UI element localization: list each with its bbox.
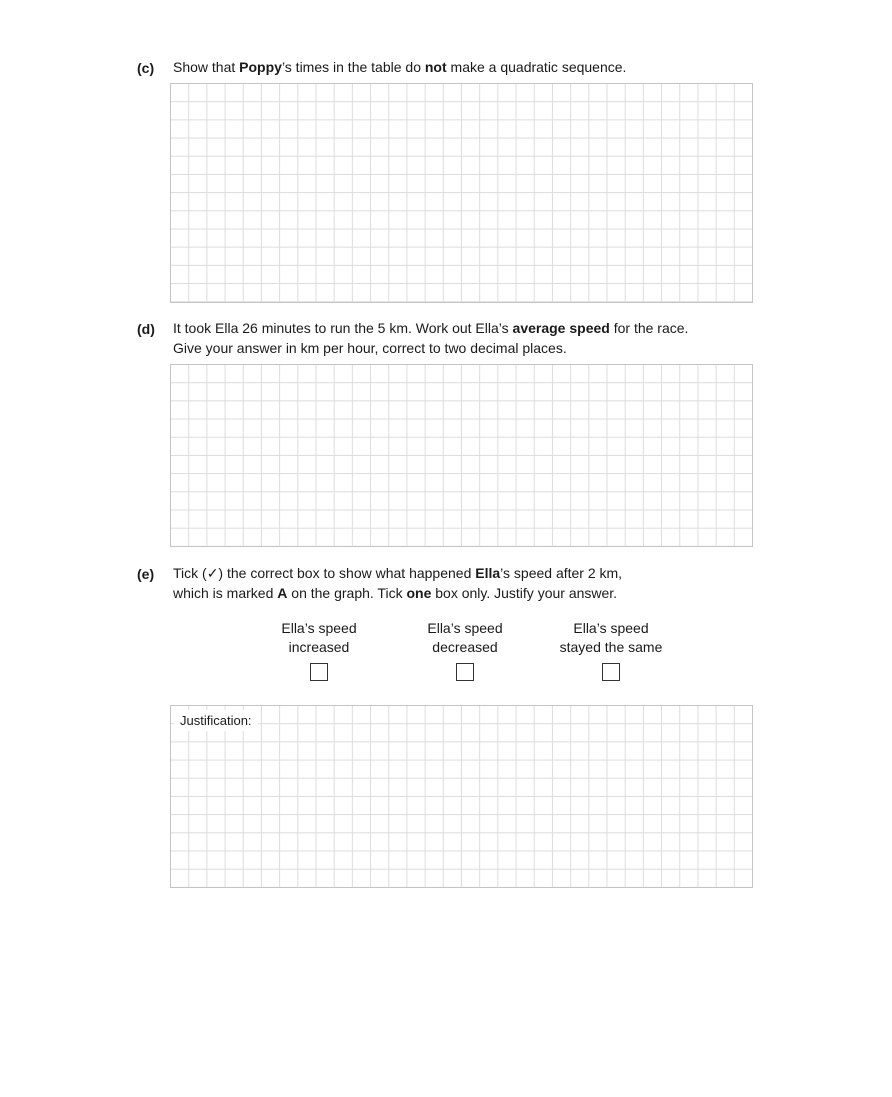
text-run: ’s times in the table do (281, 59, 425, 75)
option-increased-line1: Ella’s speed (281, 620, 357, 636)
option-same-line1: Ella’s speed (573, 620, 649, 636)
text-run: Give your answer in km per hour, correct to two decimal places. (173, 340, 567, 356)
tick-box-decreased[interactable] (456, 663, 474, 681)
text-run: box only. Justify your answer. (431, 585, 618, 601)
option-same-label (536, 619, 686, 657)
part-d-question-line2 (173, 338, 567, 358)
option-same-line2: stayed the same (559, 639, 663, 655)
text-run: ’s speed after 2 km, (500, 565, 623, 581)
justification-label: Justification: (174, 710, 258, 731)
option-decreased-line2: decreased (432, 639, 498, 655)
part-e-question-line1 (173, 563, 622, 583)
option-decreased-line1: Ella’s speed (427, 620, 503, 636)
option-decreased-label (390, 619, 540, 657)
text-run: make a quadratic sequence. (446, 59, 627, 75)
option-increased-label (244, 619, 394, 657)
part-e-question-line2 (173, 583, 617, 603)
option-increased-line2: increased (288, 639, 350, 655)
text-run: not (424, 59, 447, 75)
part-e-label: (e) (137, 566, 155, 582)
text-run: Ella (475, 565, 501, 581)
part-d-label: (d) (137, 321, 155, 337)
text-run: average speed (512, 320, 610, 336)
text-run: Tick (✓) the correct box to show what happened (173, 565, 476, 581)
text-run: Poppy (239, 59, 282, 75)
part-c-label: (c) (137, 60, 155, 76)
text-run: for the race. (609, 320, 689, 336)
text-run: It took Ella 26 minutes to run the 5 km. Work out Ella’s (173, 320, 513, 336)
text-run: one (406, 585, 432, 601)
part-c-question (173, 57, 626, 77)
tick-box-stayed-same[interactable] (602, 663, 620, 681)
text-run: A (277, 585, 288, 601)
part-e-justification-grid[interactable] (170, 705, 753, 888)
tick-box-increased[interactable] (310, 663, 328, 681)
part-d-question-line1 (173, 318, 688, 338)
text-run: on the graph. Tick (287, 585, 407, 601)
text-run: Show that (173, 59, 240, 75)
text-run: which is marked (173, 585, 278, 601)
part-d-answer-grid[interactable] (170, 364, 753, 547)
part-c-answer-grid[interactable] (170, 83, 753, 303)
